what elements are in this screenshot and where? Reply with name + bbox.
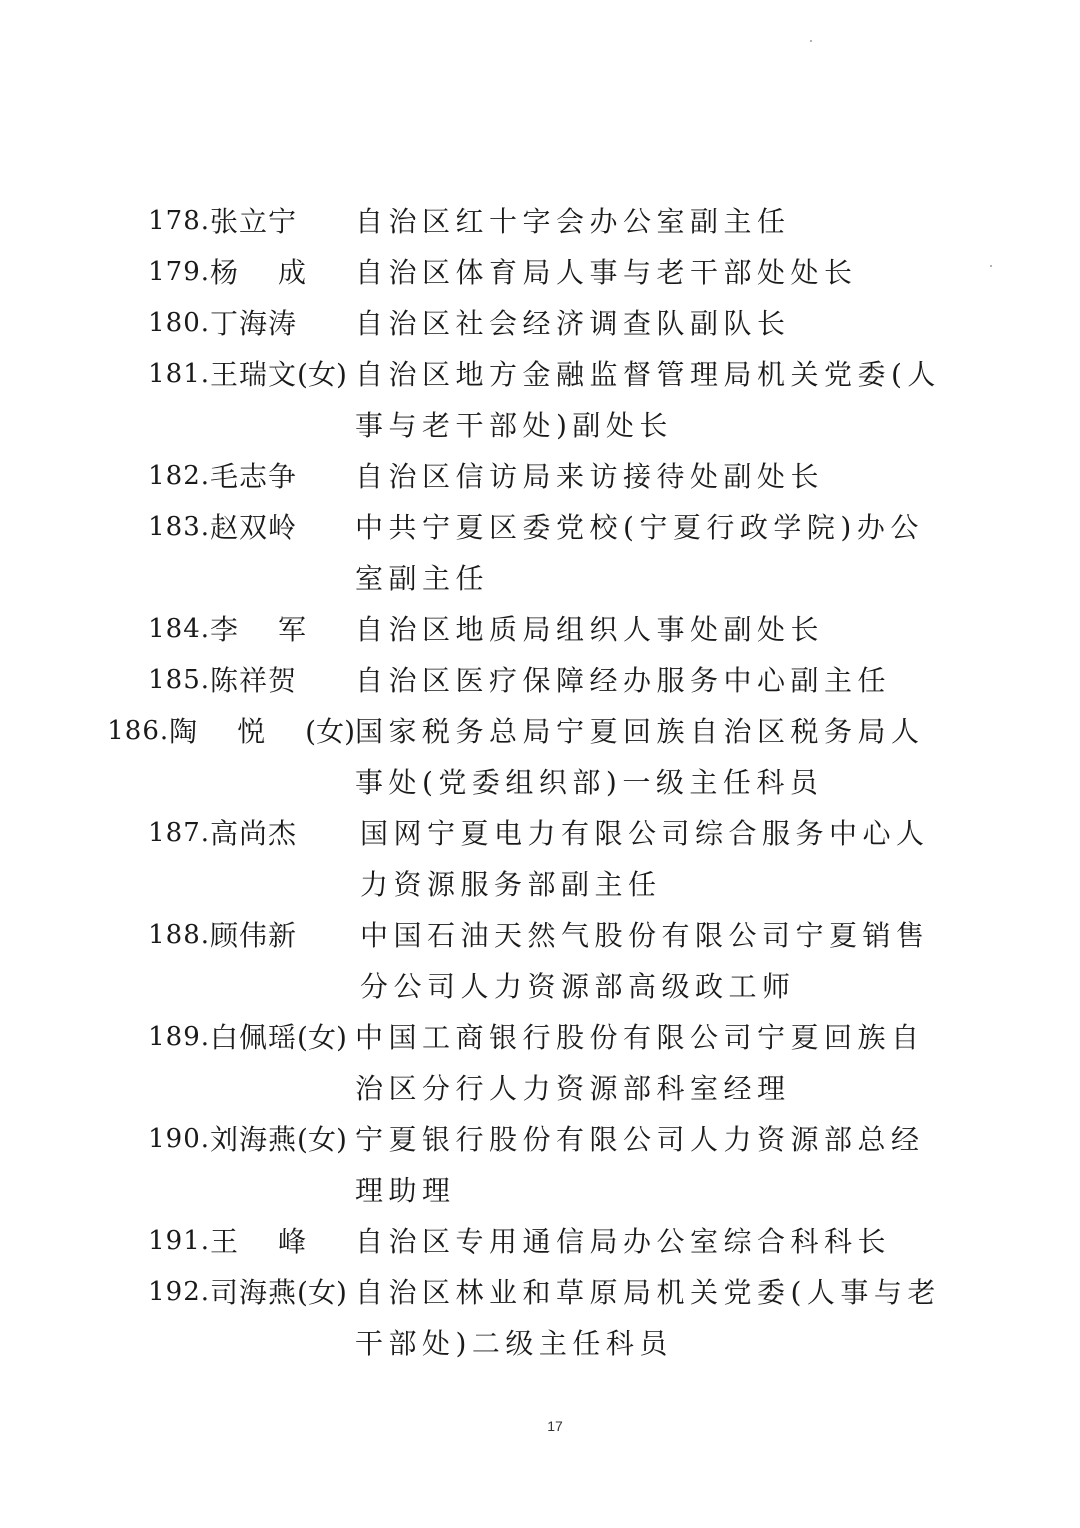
list-item: [0, 910, 1080, 1012]
gender-mark: (女): [297, 358, 347, 391]
list-item: [0, 1216, 1080, 1267]
person-name: 李军: [210, 613, 347, 646]
list-item: [0, 808, 1080, 910]
entry-number: 189.: [148, 1022, 210, 1052]
entry-number: 191.: [148, 1226, 210, 1256]
list-item: [0, 1012, 1080, 1114]
list-item: [0, 298, 1080, 349]
job-title: 自治区红十字会办公室副主任: [355, 205, 791, 238]
job-title: 自治区体育局人事与老干部处处长: [355, 256, 858, 289]
entry-number: 180.: [148, 308, 210, 338]
entry-number: 187.: [148, 818, 210, 848]
entry-number: 190.: [148, 1124, 210, 1154]
list-item: [0, 1114, 1080, 1216]
job-title: 自治区林业和草原局机关党委(人事与老干部处)二级主任科员: [355, 1276, 941, 1360]
entry-number: 185.: [148, 665, 210, 695]
page-number: 17: [547, 1418, 563, 1434]
person-name: 张立宁: [210, 205, 298, 238]
gender-mark: (女): [297, 1021, 347, 1054]
list-item: [0, 196, 1080, 247]
job-title: 中国石油天然气股份有限公司宁夏销售分公司人力资源部高级政工师: [360, 919, 930, 1003]
list-item: [0, 502, 1080, 604]
person-name: 杨成: [210, 256, 347, 289]
gender-mark: (女): [305, 715, 355, 748]
person-name: 顾伟新: [210, 919, 298, 952]
entry-number: 186.: [107, 716, 170, 746]
person-name: 丁海涛: [210, 307, 298, 340]
job-title: 宁夏银行股份有限公司人力资源部总经理助理: [355, 1123, 925, 1207]
list-item: [0, 451, 1080, 502]
job-title: 自治区医疗保障经办服务中心副主任: [355, 664, 892, 697]
person-name: 王瑞文: [210, 358, 298, 391]
appointment-list: [0, 196, 1080, 1369]
person-name: 陶悦: [169, 715, 306, 748]
job-title: 中共宁夏区委党校(宁夏行政学院)办公室副主任: [355, 511, 924, 595]
list-item: [0, 349, 1080, 451]
job-title: 自治区社会经济调查队副队长: [355, 307, 791, 340]
job-title: 国家税务总局宁夏回族自治区税务局人事处(党委组织部)一级主任科员: [355, 715, 925, 799]
person-name: 陈祥贺: [210, 664, 298, 697]
list-item: [0, 247, 1080, 298]
person-name: 高尚杰: [210, 817, 298, 850]
list-item: [0, 655, 1080, 706]
entry-number: 188.: [148, 920, 210, 950]
person-name: 赵双岭: [210, 511, 298, 544]
job-title: 中国工商银行股份有限公司宁夏回族自治区分行人力资源部科室经理: [355, 1021, 925, 1105]
job-title: 自治区地质局组织人事处副处长: [355, 613, 825, 646]
entry-number: 182.: [148, 461, 210, 491]
job-title: 国网宁夏电力有限公司综合服务中心人力资源服务部副主任: [360, 817, 930, 901]
person-name: 白佩瑶: [210, 1021, 298, 1054]
person-name: 王峰: [210, 1225, 347, 1258]
entry-number: 181.: [148, 359, 210, 389]
person-name: 毛志争: [210, 460, 298, 493]
person-name: 刘海燕: [210, 1123, 298, 1156]
scan-speck: [810, 40, 812, 42]
list-item: [0, 706, 1080, 808]
entry-number: 183.: [148, 512, 210, 542]
list-item: [0, 604, 1080, 655]
entry-number: 192.: [148, 1277, 210, 1307]
entry-number: 184.: [148, 614, 210, 644]
person-name: 司海燕: [210, 1276, 298, 1309]
gender-mark: (女): [297, 1276, 347, 1309]
job-title: 自治区地方金融监督管理局机关党委(人事与老干部处)副处长: [355, 358, 941, 442]
list-item: [0, 1267, 1080, 1369]
gender-mark: (女): [297, 1123, 347, 1156]
entry-number: 178.: [148, 206, 210, 236]
job-title: 自治区信访局来访接待处副处长: [355, 460, 825, 493]
entry-number: 179.: [148, 257, 210, 287]
job-title: 自治区专用通信局办公室综合科科长: [355, 1225, 892, 1258]
